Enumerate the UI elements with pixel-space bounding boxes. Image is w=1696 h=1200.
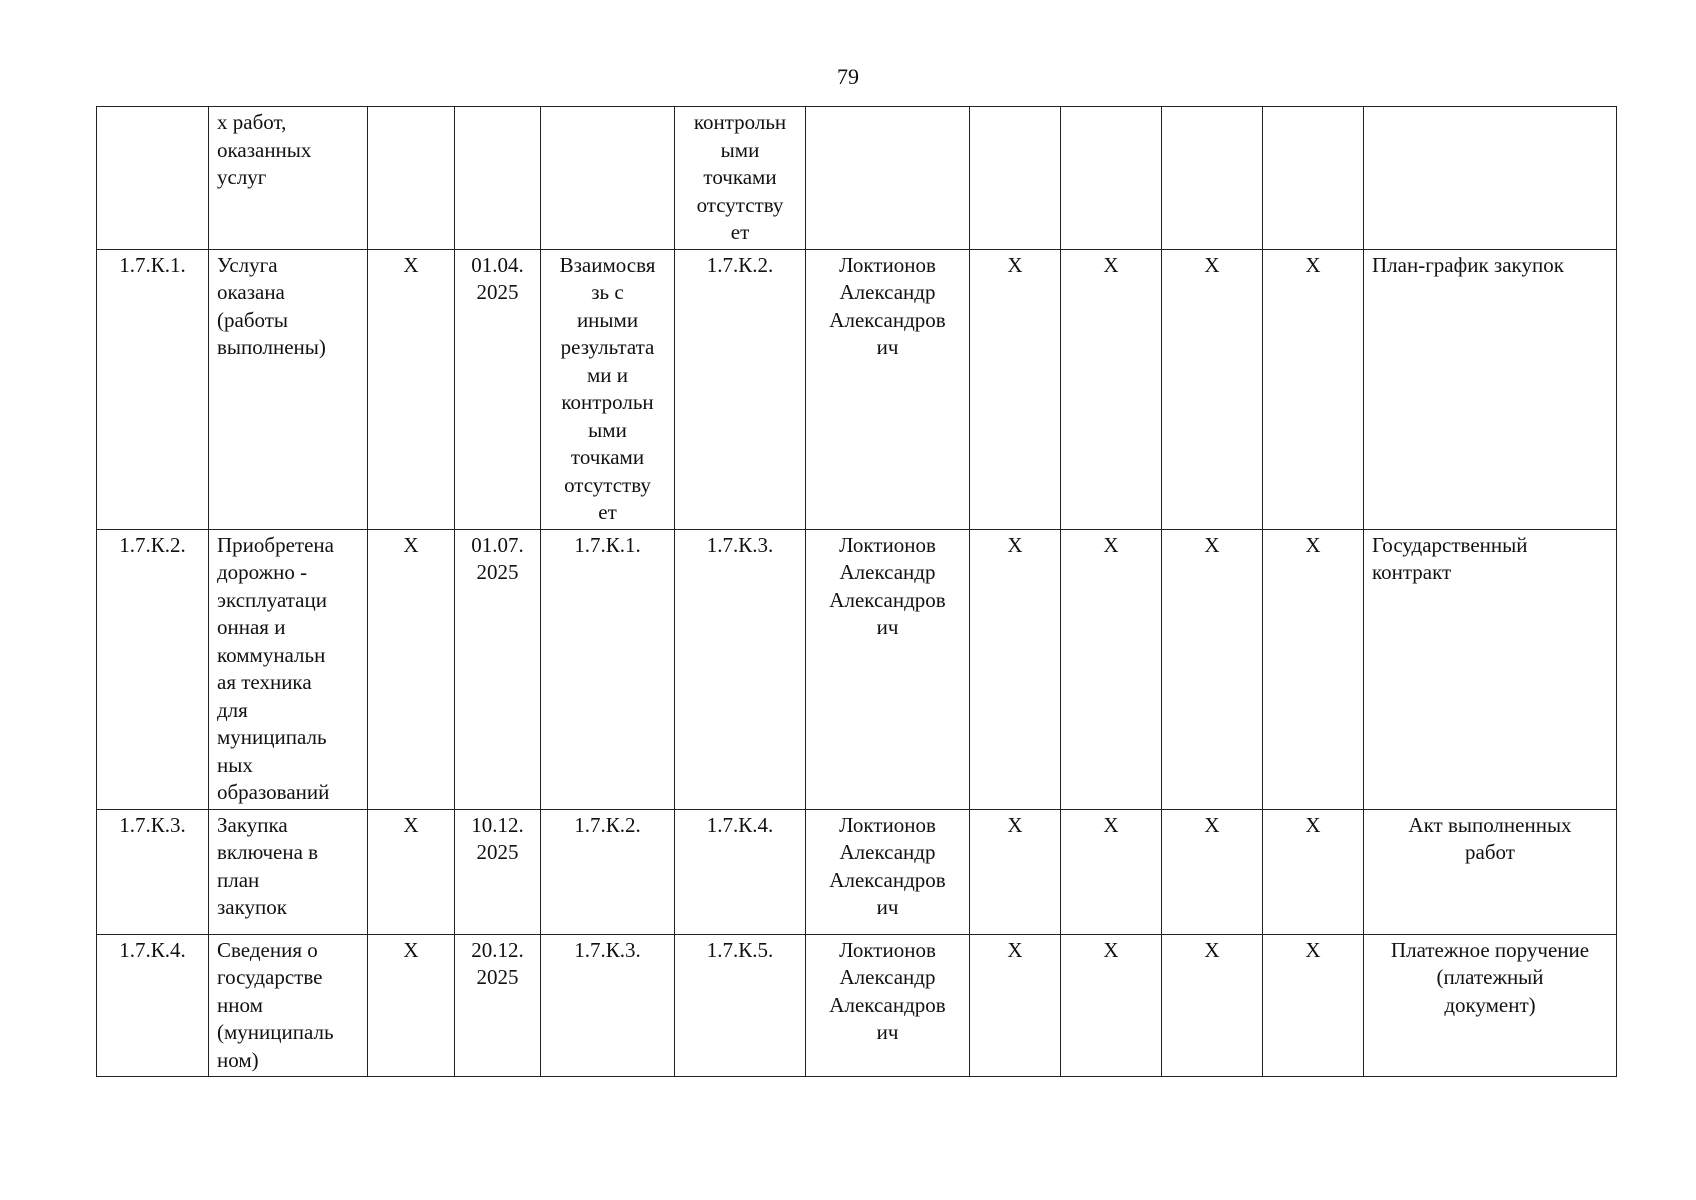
row-number-cell: 1.7.К.2. xyxy=(97,529,209,809)
row-number-cell: 1.7.К.1. xyxy=(97,249,209,529)
predecessor-cell: 1.7.К.1. xyxy=(541,529,675,809)
mark-cell: X xyxy=(970,529,1061,809)
date-cell: 01.07. 2025 xyxy=(455,529,541,809)
result-name-cell: х работ, оказанных услуг xyxy=(209,107,368,250)
mark-cell: X xyxy=(970,809,1061,934)
responsible-person-cell xyxy=(806,107,970,250)
mark-cell: X xyxy=(1162,934,1263,1077)
mark-cell: X xyxy=(1263,529,1364,809)
row-number-cell xyxy=(97,107,209,250)
mark-cell: X xyxy=(1263,934,1364,1077)
predecessor-cell: Взаимосвя зь с иными результата ми и контрольн ыми точками отсутству ет xyxy=(541,249,675,529)
table-row xyxy=(97,249,1617,529)
responsible-person-cell: Локтионов Александр Александров ич xyxy=(806,529,970,809)
mark-cell: X xyxy=(368,934,455,1077)
mark-cell xyxy=(368,107,455,250)
mark-cell: X xyxy=(1061,809,1162,934)
predecessor-cell: 1.7.К.2. xyxy=(541,809,675,934)
mark-cell: X xyxy=(1061,529,1162,809)
document-cell: Акт выполненных работ xyxy=(1364,809,1617,934)
responsible-person-cell: Локтионов Александр Александров ич xyxy=(806,934,970,1077)
result-name-cell: Сведения о государстве нном (муниципаль ном) xyxy=(209,934,368,1077)
predecessor-cell: 1.7.К.3. xyxy=(541,934,675,1077)
mark-cell: X xyxy=(1263,249,1364,529)
mark-cell xyxy=(1263,107,1364,250)
mark-cell: X xyxy=(1263,809,1364,934)
mark-cell xyxy=(1162,107,1263,250)
document-cell: План-график закупок xyxy=(1364,249,1617,529)
row-number-cell: 1.7.К.3. xyxy=(97,809,209,934)
document-cell xyxy=(1364,107,1617,250)
successor-cell: контрольн ыми точками отсутству ет xyxy=(675,107,806,250)
document-cell: Государственный контракт xyxy=(1364,529,1617,809)
mark-cell: X xyxy=(368,249,455,529)
result-name-cell: Услуга оказана (работы выполнены) xyxy=(209,249,368,529)
successor-cell: 1.7.К.2. xyxy=(675,249,806,529)
mark-cell: X xyxy=(368,809,455,934)
responsible-person-cell: Локтионов Александр Александров ич xyxy=(806,809,970,934)
page-number: 79 xyxy=(837,64,859,89)
responsible-person-cell: Локтионов Александр Александров ич xyxy=(806,249,970,529)
mark-cell xyxy=(1061,107,1162,250)
mark-cell xyxy=(970,107,1061,250)
predecessor-cell xyxy=(541,107,675,250)
control-points-table xyxy=(96,106,1617,1077)
successor-cell: 1.7.К.4. xyxy=(675,809,806,934)
document-cell: Платежное поручение (платежный документ) xyxy=(1364,934,1617,1077)
successor-cell: 1.7.К.5. xyxy=(675,934,806,1077)
table-row-continued xyxy=(97,107,1617,250)
result-name-cell: Закупка включена в план закупок xyxy=(209,809,368,934)
mark-cell: X xyxy=(970,934,1061,1077)
successor-cell: 1.7.К.3. xyxy=(675,529,806,809)
mark-cell: X xyxy=(1162,529,1263,809)
mark-cell: X xyxy=(970,249,1061,529)
table-row xyxy=(97,934,1617,1077)
table-row xyxy=(97,809,1617,934)
mark-cell: X xyxy=(1061,934,1162,1077)
date-cell: 10.12. 2025 xyxy=(455,809,541,934)
date-cell: 01.04. 2025 xyxy=(455,249,541,529)
mark-cell: X xyxy=(1162,809,1263,934)
date-cell xyxy=(455,107,541,250)
mark-cell: X xyxy=(1061,249,1162,529)
date-cell: 20.12. 2025 xyxy=(455,934,541,1077)
mark-cell: X xyxy=(368,529,455,809)
table-row xyxy=(97,529,1617,809)
result-name-cell: Приобретена дорожно - эксплуатаци онная и коммунальн ая техника для муниципаль ных образований xyxy=(209,529,368,809)
row-number-cell: 1.7.К.4. xyxy=(97,934,209,1077)
mark-cell: X xyxy=(1162,249,1263,529)
